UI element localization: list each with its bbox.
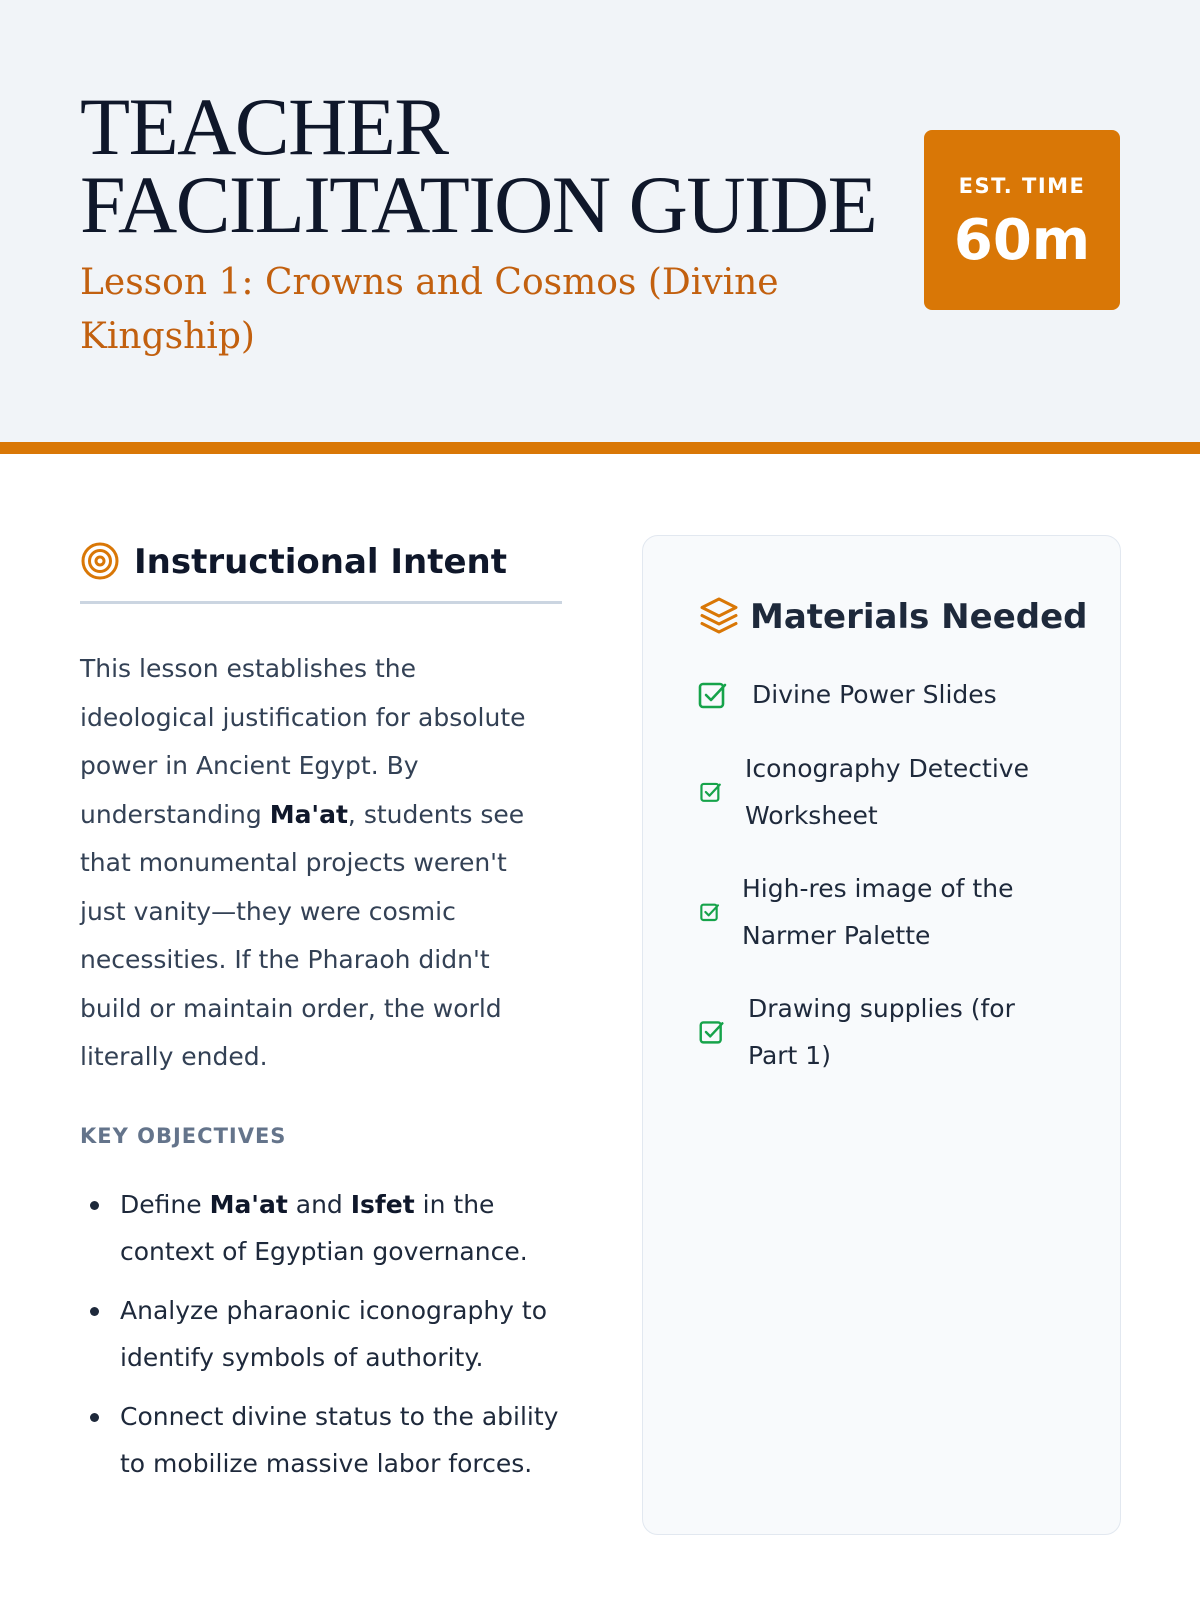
objective-3-text: Connect divine status to the ability to mobilize massive labor forces. bbox=[120, 1402, 559, 1478]
instructional-intent-title: Instructional Intent bbox=[134, 542, 508, 582]
material-item-text: Divine Power Slides bbox=[752, 680, 997, 709]
objective-1-post: in the context of Egyptian governance. bbox=[120, 1190, 528, 1266]
materials-title: Materials Needed bbox=[750, 597, 1088, 637]
checkbox-checked-icon bbox=[700, 902, 720, 922]
bullet-icon bbox=[90, 1307, 99, 1316]
material-item-text: Drawing supplies (for Part 1) bbox=[748, 994, 1015, 1070]
materials-card bbox=[642, 535, 1121, 1535]
intent-paragraph bbox=[80, 645, 550, 1082]
checkbox-checked-icon bbox=[700, 781, 722, 803]
key-objectives-label: KEY OBJECTIVES bbox=[80, 1124, 287, 1148]
bullet-icon bbox=[90, 1413, 99, 1422]
header-divider bbox=[0, 442, 1200, 454]
bullet-icon bbox=[90, 1201, 99, 1210]
key-objectives-list bbox=[80, 1182, 560, 1500]
title-line-1: TEACHER bbox=[80, 81, 448, 172]
layers-icon bbox=[698, 595, 740, 637]
objective-1-pre: Define bbox=[120, 1190, 210, 1219]
objective-item bbox=[80, 1182, 560, 1275]
instructional-intent-header bbox=[80, 540, 562, 604]
page-title bbox=[80, 81, 880, 250]
checkbox-checked-icon bbox=[699, 1019, 725, 1045]
objective-1-bold-2: Isfet bbox=[350, 1190, 415, 1219]
checkbox-checked-icon bbox=[698, 680, 728, 710]
target-icon bbox=[80, 541, 120, 581]
estimated-time-badge bbox=[924, 130, 1120, 310]
time-label: EST. TIME bbox=[958, 174, 1086, 198]
material-item-text: Iconography Detective Worksheet bbox=[745, 754, 1029, 830]
intent-text-bold: Ma'at bbox=[269, 799, 348, 829]
objective-item bbox=[80, 1394, 560, 1487]
intent-text-2: , students see that monumental projects weren't just vanity—they were cosmic necessities. If the Pharaoh didn't build or maintain order, the world literally ended. bbox=[80, 799, 525, 1071]
objective-item bbox=[80, 1288, 560, 1381]
lesson-subtitle: Lesson 1: Crowns and Cosmos (Divine Kingship) bbox=[80, 262, 779, 357]
objective-2-text: Analyze pharaonic iconography to identify symbols of authority. bbox=[120, 1296, 548, 1372]
intent-text-1: This lesson establishes the ideological justification for absolute power in Ancient Egypt. By understanding bbox=[80, 654, 526, 829]
material-item-text: High-res image of the Narmer Palette bbox=[742, 874, 1014, 950]
time-value: 60m bbox=[953, 208, 1091, 273]
objective-1-bold-1: Ma'at bbox=[209, 1190, 288, 1219]
header-band bbox=[0, 0, 1200, 442]
objective-1-mid: and bbox=[287, 1190, 351, 1219]
title-line-2: FACILITATION GUIDE bbox=[80, 159, 877, 250]
